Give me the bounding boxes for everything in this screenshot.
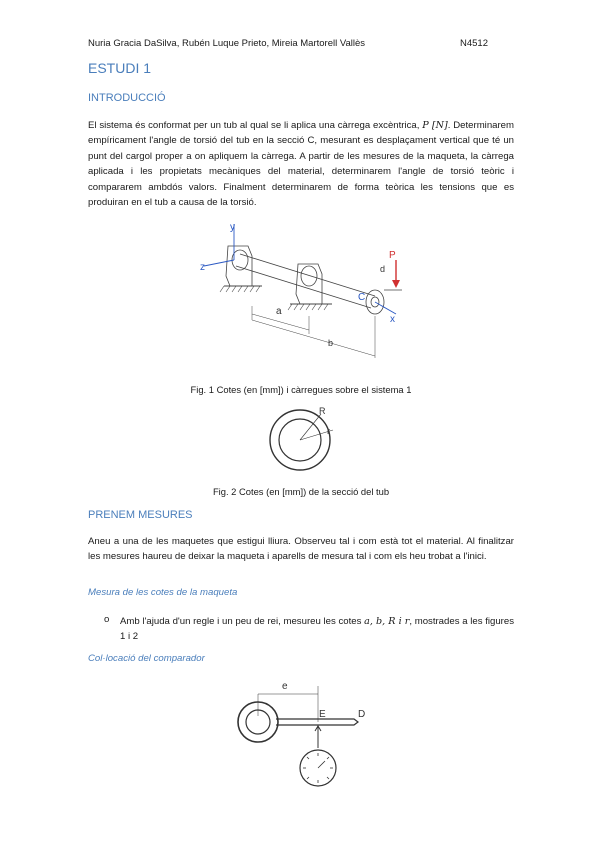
bullet-marker: o xyxy=(104,614,110,625)
figure2-caption: Fig. 2 Cotes (en [mm]) de la secció del tub xyxy=(212,486,390,497)
label-b: b xyxy=(328,338,334,348)
middle-support xyxy=(296,264,322,304)
radius-R-line xyxy=(300,414,321,440)
bullet-text-2: , mostrades a les figures 1 i 2 xyxy=(120,616,514,643)
dimension-b-line xyxy=(252,320,375,356)
lever-bar xyxy=(276,719,358,725)
tube-bottom-edge xyxy=(236,266,371,308)
figure3-diagram xyxy=(230,672,380,792)
page-title: ESTUDI 1 xyxy=(88,60,152,76)
figure1-diagram xyxy=(190,216,420,366)
dial-needle xyxy=(318,761,325,768)
figure1-caption: Fig. 1 Cotes (en [mm]) i càrregues sobre el sistema 1 xyxy=(190,384,412,395)
intro-heading: INTRODUCCIÓ xyxy=(88,92,166,104)
measures-paragraph: Aneu a una de les maquetes que estigui lliura. Observeu tal i com està tot el material. Al finalitzar les mesures haureu de deixar la maqueta i aparells de mesura tal i com els heu trobat a l'inici. xyxy=(88,536,514,563)
label-a: a xyxy=(276,306,282,317)
header-code: N4512 xyxy=(460,38,488,49)
middle-bearing xyxy=(301,266,317,286)
bullet-item xyxy=(120,614,514,645)
label-D: D xyxy=(358,709,366,720)
x-axis xyxy=(375,302,396,314)
intro-text-1: El sistema és conformat per un tub al qual se li aplica una càrrega excèntrica, xyxy=(88,120,423,131)
label-e: e xyxy=(282,681,288,692)
load-arrowhead xyxy=(392,280,400,288)
z-axis xyxy=(204,260,234,266)
measures-heading: PRENEM MESURES xyxy=(88,509,193,521)
subheading-comparador: Col·locació del comparador xyxy=(88,653,205,664)
subheading-cotes: Mesura de les cotes de la maqueta xyxy=(88,587,238,598)
label-r: r xyxy=(327,426,330,436)
tube-top-edge xyxy=(240,254,375,296)
left-support xyxy=(226,246,252,286)
label-y: y xyxy=(230,222,235,233)
header-authors: Nuria Gracia DaSilva, Rubén Luque Prieto, Mireia Martorell Vallès xyxy=(88,38,366,49)
bullet-symbols: a, b, R i r xyxy=(364,616,410,627)
label-d: d xyxy=(380,264,386,274)
figure2-diagram xyxy=(255,404,345,474)
bullet-text-1: Amb l'ajuda d'un regle i un peu de rei, mesureu les cotes xyxy=(120,616,365,627)
label-R: R xyxy=(319,406,326,416)
label-p: P xyxy=(389,250,396,261)
label-E: E xyxy=(319,709,326,720)
load-symbol: P [N] xyxy=(422,120,448,131)
label-x: x xyxy=(390,314,395,325)
label-c: C xyxy=(358,292,366,303)
intro-paragraph xyxy=(88,118,514,210)
intro-text-2: . Determinarem empíricament l'angle de torsió del tub en la secció C, mesurant es desplaçament vertical que té un punt del cargol proper a on apliquem la càrrega. A partir de les mesures de la maqueta, la càrrega aplicada i les propietats mecàniques del material, determinarem l'angle de torsió teòric i compararem ambdós valors. Finalment determinarem de forma teòrica les tensions que es produiran en el tub a causa de la torsió. xyxy=(88,120,515,209)
label-z: z xyxy=(200,262,205,273)
